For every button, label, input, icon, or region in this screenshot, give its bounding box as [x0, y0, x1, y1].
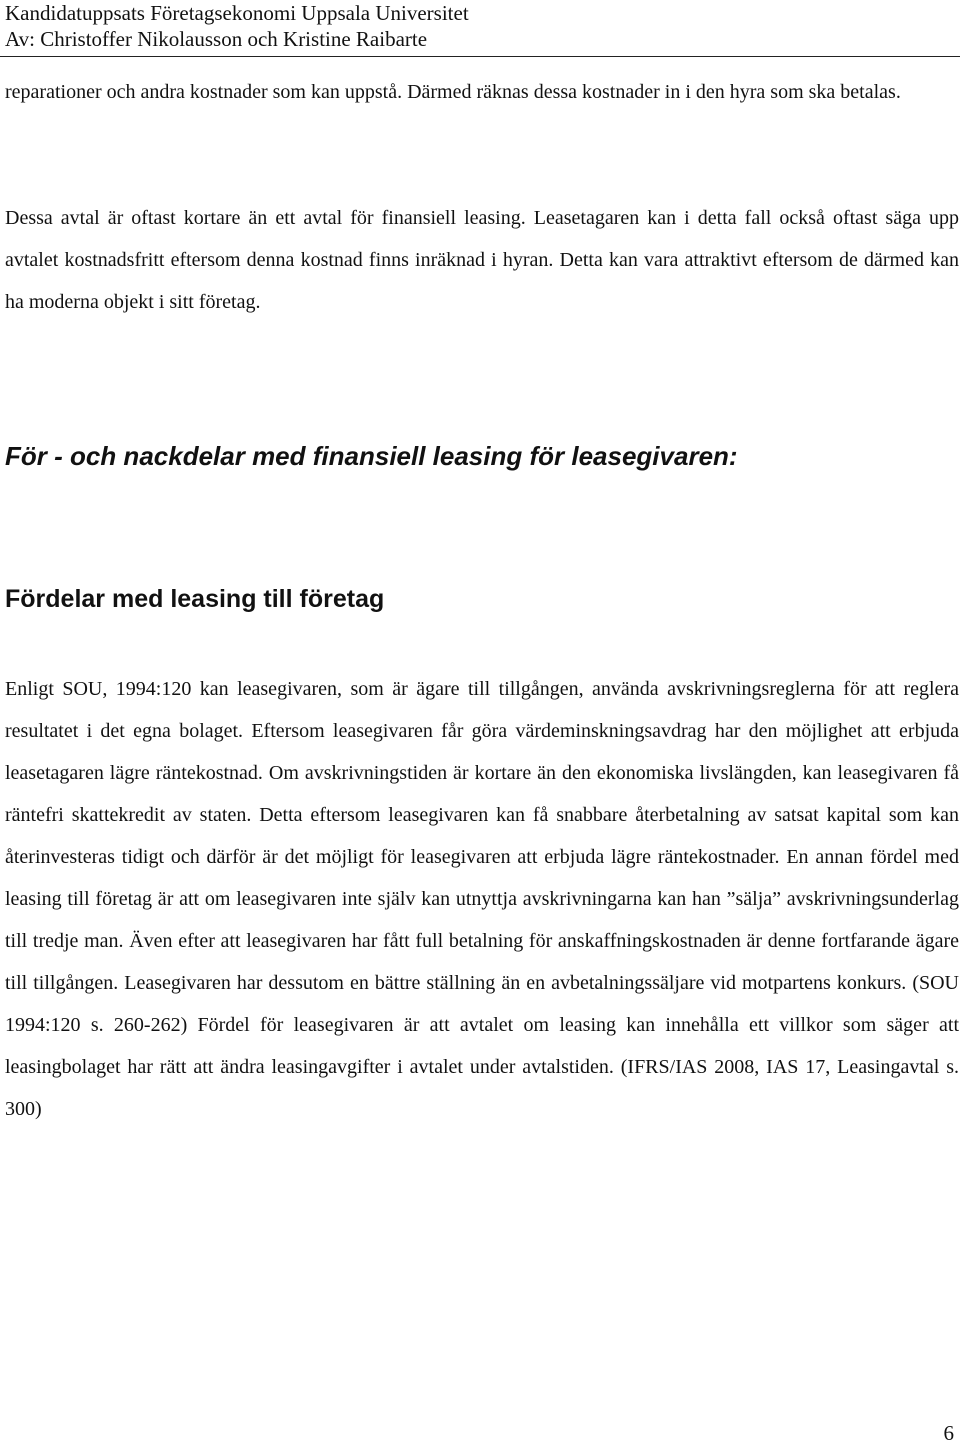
body-paragraph-2: Dessa avtal är oftast kortare än ett avtal för finansiell leasing. Leasetagaren kan i detta fall också oftast säga upp avtalet kostnadsfritt eftersom denna kostnad finns inräknad i hyran. Detta kan vara attraktivt eftersom de därmed kan ha moderna objekt i sitt företag. [5, 207, 959, 313]
page-number: 6 [943, 1421, 954, 1445]
header-thesis-title: Kandidatuppsats Företagsekonomi Uppsala Universitet [5, 1, 469, 25]
running-header [5, 0, 469, 52]
body-paragraph-3: Enligt SOU, 1994:120 kan leasegivaren, som är ägare till tillgången, använda avskrivningsreglerna för att reglera resultatet i det egna bolaget. Eftersom leasegivaren får göra värdeminskningsavdrag har den möjlighet att erbjuda leasetagaren lägre räntekostnad. Om avskrivningstiden är kortare än den ekonomiska livslängden, kan leasegivaren få räntefri skattekredit av staten. Detta eftersom leasegivaren kan få snabbare återbetalning av satsat kapital som kan återinvesteras tidigt och därför är det möjligt för leasegivaren att erbjuda lägre räntekostnader. En annan fördel med leasing till företag är att om leasegivaren inte själv kan utnyttja avskrivningarna kan han ”sälja” avskrivningsunderlag till tredje man. Även efter att leasegivaren har fått full betalning för anskaffningskostnaden är denne fortfarande ägare till tillgången. Leasegivaren har dessutom en bättre ställning än en avbetalningssäljare vid motpartens konkurs. (SOU 1994:120 s. 260-262) Fördel för leasegivaren är att avtalet om leasing kan innehålla ett villkor som säger att leasingbolaget har rätt att ändra leasingavgifter i avtalet under avtalstiden. (IFRS/IAS 2008, IAS 17, Leasingavtal s. 300) [5, 678, 959, 1120]
subsection-heading: Fördelar med leasing till företag [5, 585, 385, 613]
section-heading: För - och nackdelar med finansiell leasing för leasegivaren: [5, 441, 738, 471]
header-authors: Av: Christoffer Nikolausson och Kristine Raibarte [5, 27, 428, 51]
header-divider [0, 56, 960, 57]
body-paragraph-1: reparationer och andra kostnader som kan uppstå. Därmed räknas dessa kostnader in i den hyra som ska betalas. [5, 81, 901, 103]
